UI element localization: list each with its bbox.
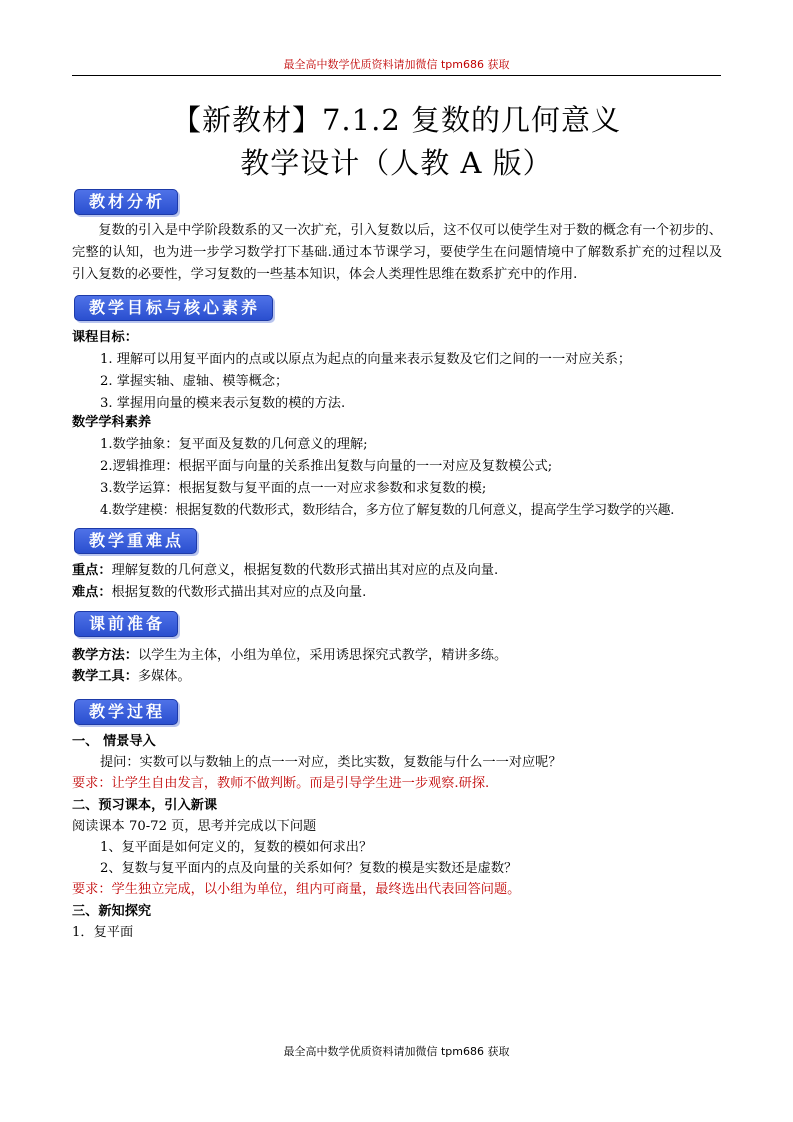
section-badge-key-points: 教学重难点 [74, 528, 197, 554]
analysis-paragraph: 复数的引入是中学阶段数系的又一次扩充，引入复数以后，这不仅可以使学生对于数的概念有一个初步的、完整的认知，也为进一步学习数学打下基础.通过本节课学习，要使学生在问题情境中了解数系扩充的过程以及引入复数的必要性，学习复数的一些基本知识，体会人类理性思维在数系扩充中的作用. [72, 223, 723, 282]
page-footer: 最全高中数学优质资料请加微信 tpm686 获取 [283, 1045, 510, 1058]
section-badge-goals: 教学目标与核心素养 [74, 295, 273, 321]
process-heading-1: 一、 情景导入 [72, 734, 156, 749]
method-label: 教学方法： [72, 648, 138, 663]
tools-line [72, 666, 722, 688]
document-title: 【新教材】7.1.2 复数的几何意义 [171, 103, 621, 137]
literacy-item-4: 4.数学建模：根据复数的代数形式，数形结合，多方位了解复数的几何意义，提高学生学习数学的兴趣. [100, 503, 675, 518]
process-question-1: 提问：实数可以与数轴上的点一一对应，类比实数，复数能与什么一一对应呢？ [100, 755, 562, 770]
tools-label: 教学工具： [72, 669, 138, 684]
key-point-text: 理解复数的几何意义，根据复数的代数形式描出其对应的点及向量. [111, 563, 499, 578]
literacy-heading: 数学学科素养 [72, 415, 152, 430]
literacy-item-3: 3.数学运算：根据复数与复平面的点一一对应求参数和求复数的模; [100, 481, 487, 496]
process-preview-question-2: 2、复数与复平面内的点及向量的关系如何？复数的模是实数还是虚数？ [100, 861, 518, 876]
difficulty-label: 难点： [72, 585, 112, 600]
process-requirement-2: 要求：学生独立完成，以小组为单位，组内可商量，最终选出代表回答问题。 [72, 882, 521, 897]
section-badge-process: 教学过程 [74, 699, 178, 725]
process-heading-2: 二、预习课本，引入新课 [72, 798, 218, 813]
key-point-line [72, 560, 722, 582]
goals-heading: 课程目标： [72, 330, 138, 345]
goal-item-1: 1. 理解可以用复平面内的点或以原点为起点的向量来表示复数及它们之间的一一对应关系； [100, 352, 632, 367]
process-requirement-1: 要求：让学生自由发言，教师不做判断。而是引导学生进一步观察.研探. [72, 776, 490, 791]
difficulty-text: 根据复数的代数形式描出其对应的点及向量. [111, 585, 367, 600]
section-badge-analysis: 教材分析 [74, 189, 178, 215]
method-line [72, 645, 722, 667]
document-subtitle: 教学设计（人教 A 版） [240, 146, 553, 180]
difficulty-line [72, 582, 722, 604]
literacy-item-1: 1.数学抽象：复平面及复数的几何意义的理解; [100, 437, 368, 452]
key-point-label: 重点： [72, 563, 112, 578]
process-heading-3: 三、新知探究 [72, 904, 152, 919]
section-badge-preparation: 课前准备 [74, 611, 178, 637]
tools-text: 多媒体。 [137, 669, 191, 684]
literacy-item-2: 2.逻辑推理：根据平面与向量的关系推出复数与向量的一一对应及复数模公式; [100, 459, 553, 474]
page-header: 最全高中数学优质资料请加微信 tpm686 获取 [72, 56, 721, 76]
goal-item-2: 2. 掌握实轴、虚轴、模等概念； [100, 374, 289, 389]
process-preview-question-1: 1、复平面是如何定义的，复数的模如何求出？ [100, 840, 373, 855]
process-new-knowledge-1: 1．复平面 [72, 925, 134, 940]
goal-item-3: 3. 掌握用向量的模来表示复数的模的方法. [100, 396, 346, 411]
process-reading: 阅读课本 70-72 页，思考并完成以下问题 [72, 819, 317, 834]
method-text: 以学生为主体，小组为单位，采用诱思探究式教学，精讲多练。 [137, 648, 508, 663]
